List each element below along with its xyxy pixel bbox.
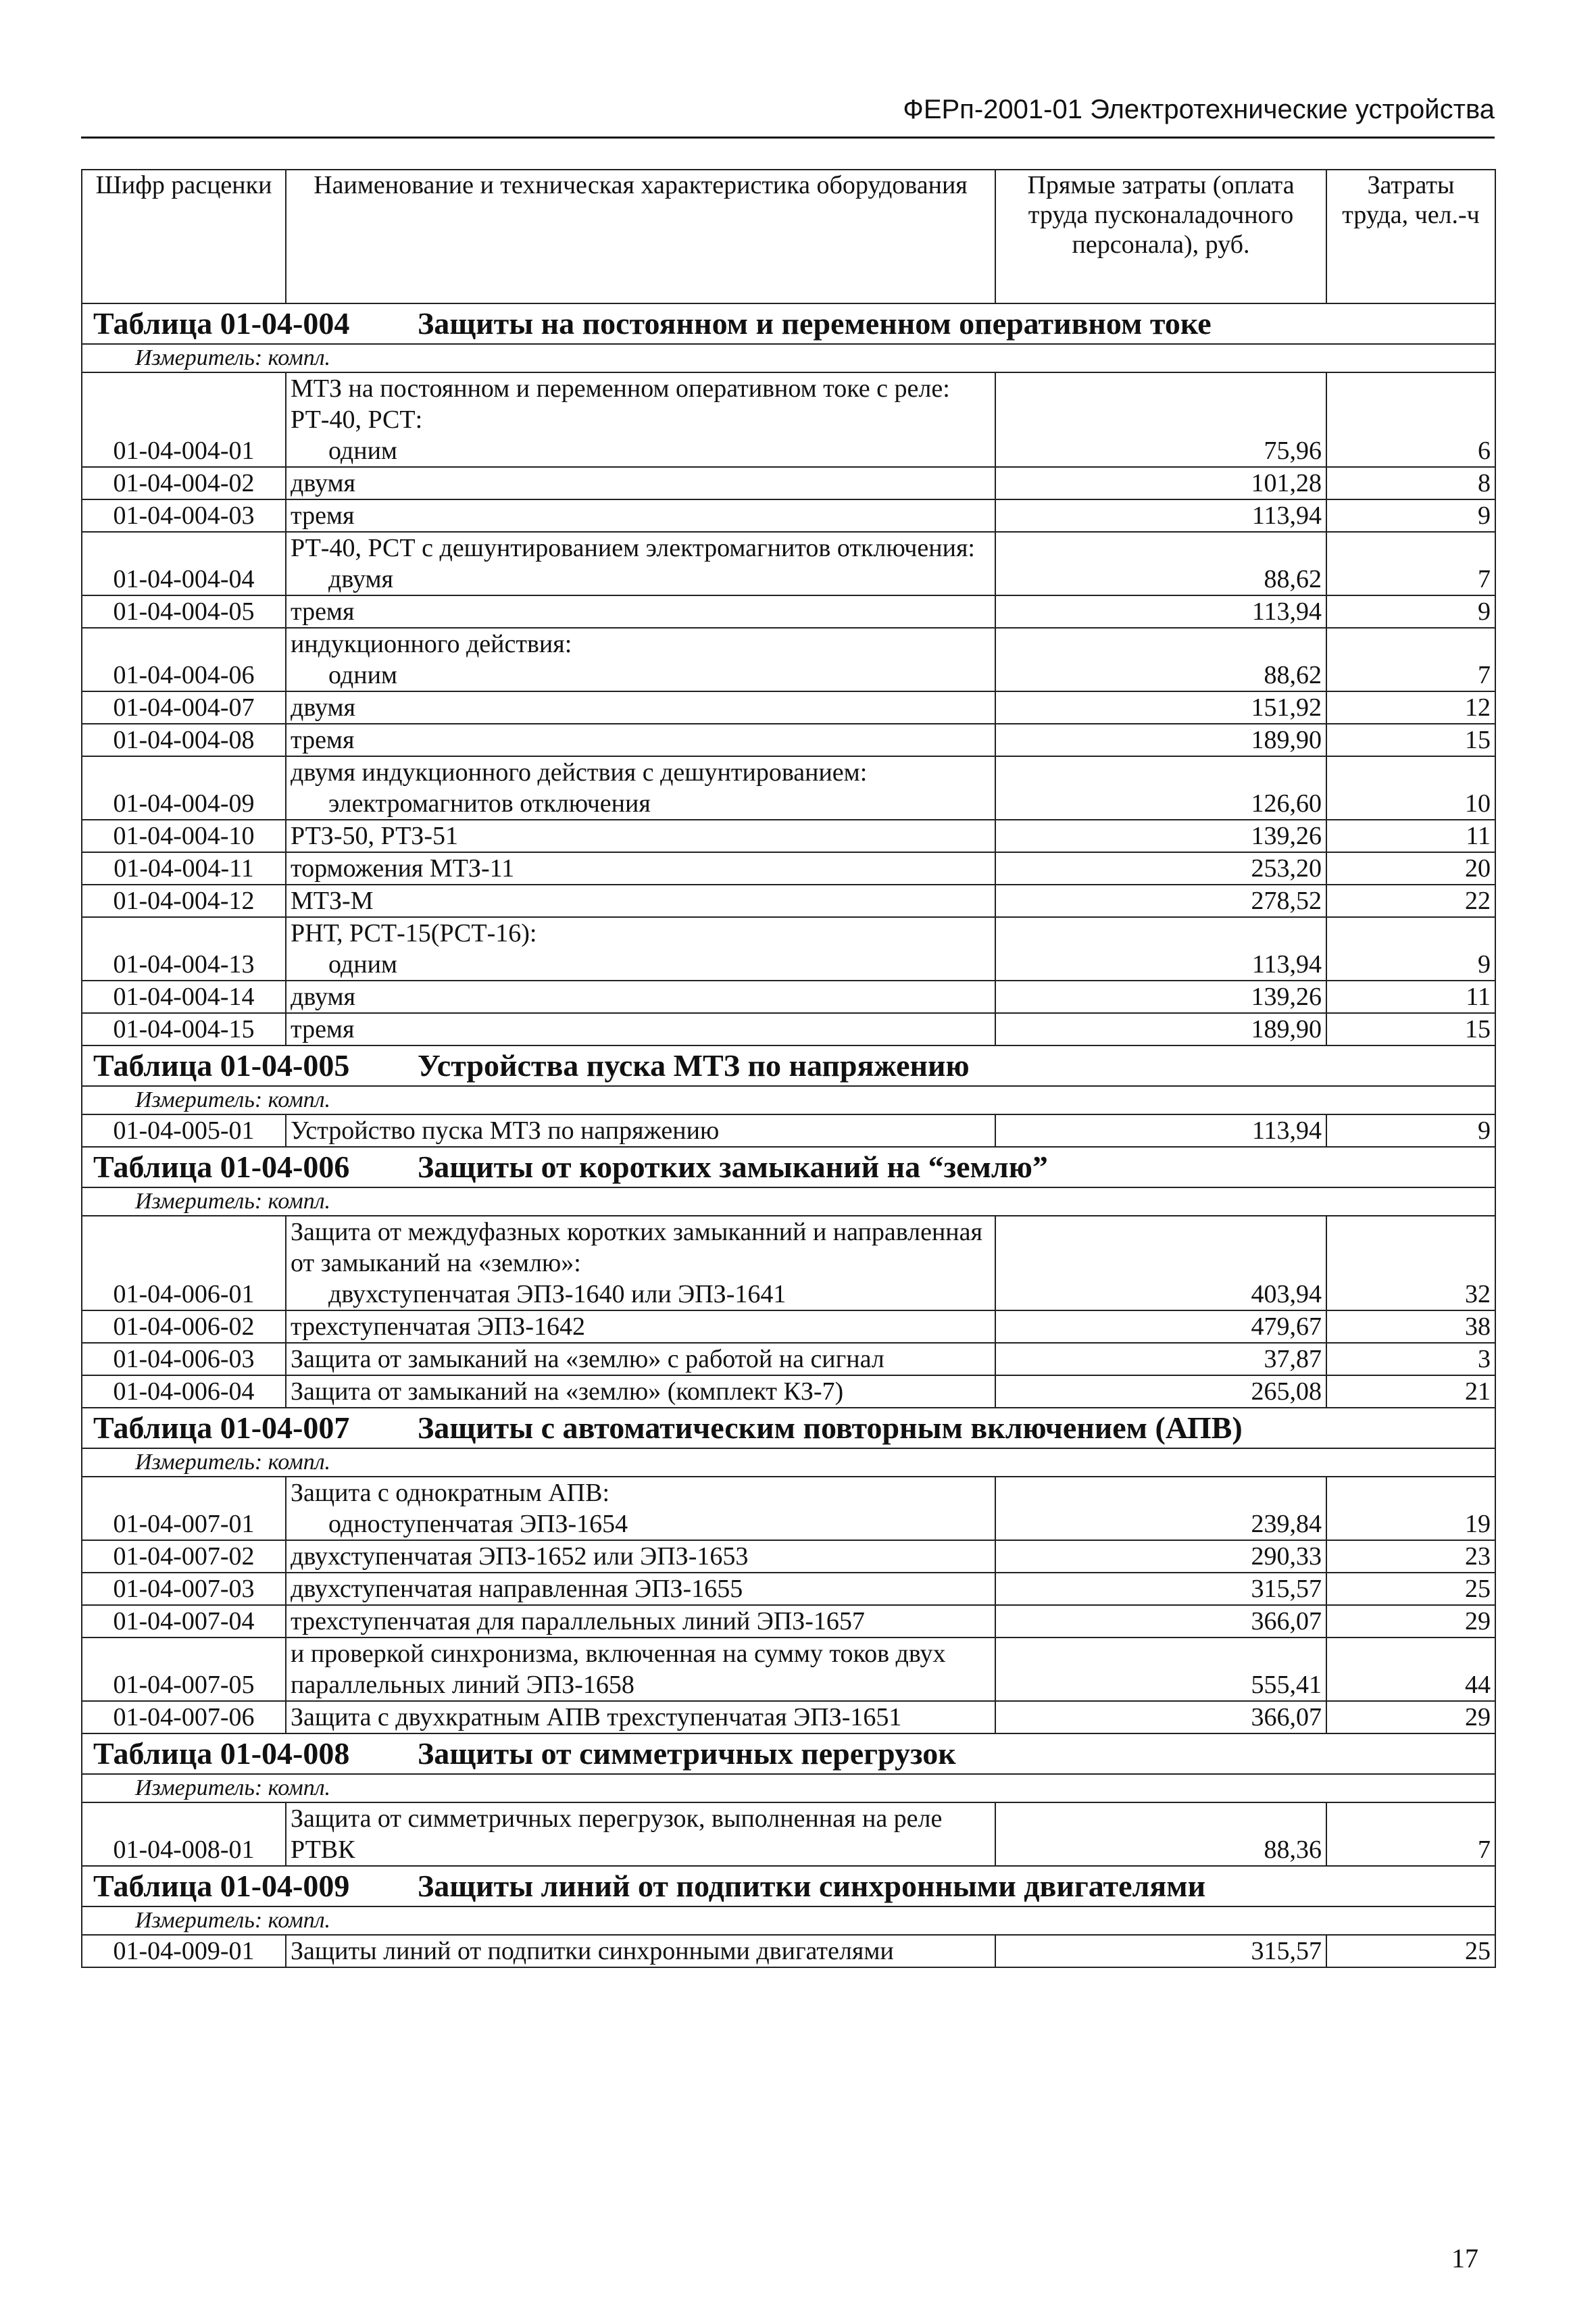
row-code: 01-04-004-06 — [82, 628, 286, 691]
row-group-label: РНТ, РСТ-15(РСТ-16): — [291, 919, 537, 947]
row-labor: 23 — [1326, 1540, 1495, 1573]
table-row — [82, 756, 1495, 820]
row-item-label: двумя — [291, 469, 356, 497]
row-name — [286, 1701, 995, 1733]
row-cost: 265,08 — [995, 1375, 1326, 1408]
row-labor: 3 — [1326, 1343, 1495, 1375]
row-name — [286, 628, 995, 691]
row-cost: 555,41 — [995, 1638, 1326, 1701]
row-code: 01-04-004-01 — [82, 372, 286, 467]
table-number: Таблица 01-04-006 — [93, 1150, 350, 1184]
row-code: 01-04-004-10 — [82, 820, 286, 852]
table-number: Таблица 01-04-009 — [93, 1869, 350, 1903]
table-heading: Защиты линий от подпитки синхронными двигателями — [418, 1869, 1206, 1903]
table-title-row — [82, 1408, 1495, 1448]
table-row — [82, 1540, 1495, 1573]
row-cost: 239,84 — [995, 1477, 1326, 1540]
row-labor: 9 — [1326, 499, 1495, 532]
row-cost: 278,52 — [995, 885, 1326, 917]
row-name — [286, 1343, 995, 1375]
running-header: ФЕРп-2001-01 Электротехнические устройства — [81, 89, 1495, 139]
row-code: 01-04-007-05 — [82, 1638, 286, 1701]
table-number: Таблица 01-04-008 — [93, 1736, 350, 1771]
table-row — [82, 595, 1495, 628]
row-labor: 7 — [1326, 1802, 1495, 1866]
row-code: 01-04-007-04 — [82, 1605, 286, 1638]
row-labor: 10 — [1326, 756, 1495, 820]
table-row — [82, 691, 1495, 724]
row-code: 01-04-005-01 — [82, 1114, 286, 1147]
row-name — [286, 1638, 995, 1701]
row-labor: 6 — [1326, 372, 1495, 467]
row-cost: 113,94 — [995, 499, 1326, 532]
row-cost: 126,60 — [995, 756, 1326, 820]
row-item-label: Защита с двухкратным АПВ трехступенчатая ЭПЗ-1651 — [291, 1703, 902, 1731]
unit-row — [82, 1774, 1495, 1802]
table-heading: Защиты от коротких замыканий на “землю” — [418, 1150, 1048, 1184]
table-row — [82, 467, 1495, 499]
table-number: Таблица 01-04-005 — [93, 1048, 350, 1083]
row-name — [286, 1802, 995, 1866]
row-item-label: трехступенчатая для параллельных линий ЭПЗ-1657 — [291, 1607, 865, 1635]
row-group-label: МТЗ на постоянном и переменном оперативном токе с реле: РТ-40, РСТ: — [291, 374, 950, 434]
row-name — [286, 1935, 995, 1967]
row-labor: 25 — [1326, 1935, 1495, 1967]
table-title — [82, 1866, 1495, 1906]
row-labor: 7 — [1326, 532, 1495, 595]
row-labor: 9 — [1326, 595, 1495, 628]
row-labor: 15 — [1326, 724, 1495, 756]
row-labor: 19 — [1326, 1477, 1495, 1540]
unit-row — [82, 1086, 1495, 1114]
row-labor: 15 — [1326, 1013, 1495, 1045]
page-number: 17 — [1451, 2243, 1478, 2273]
row-code: 01-04-004-03 — [82, 499, 286, 532]
row-item-label: тремя — [291, 501, 355, 530]
row-labor: 11 — [1326, 981, 1495, 1013]
table-row — [82, 981, 1495, 1013]
table-row — [82, 1477, 1495, 1540]
row-item-label: электромагнитов отключения — [328, 789, 651, 818]
row-name — [286, 756, 995, 820]
row-item-label: одноступенчатая ЭПЗ-1654 — [328, 1510, 628, 1538]
row-item-label: МТЗ-М — [291, 887, 374, 915]
table-row — [82, 1375, 1495, 1408]
row-cost: 315,57 — [995, 1935, 1326, 1967]
table-heading: Устройства пуска МТЗ по напряжению — [418, 1048, 970, 1083]
row-name — [286, 820, 995, 852]
unit-row — [82, 1906, 1495, 1935]
row-group-label: Защита с однократным АПВ: — [291, 1479, 610, 1507]
row-code: 01-04-007-01 — [82, 1477, 286, 1540]
row-name — [286, 499, 995, 532]
row-item-label: Защита от замыканий на «землю» (комплект КЗ-7) — [291, 1377, 844, 1406]
row-code: 01-04-004-08 — [82, 724, 286, 756]
row-item-label: тремя — [291, 597, 355, 626]
row-labor: 32 — [1326, 1216, 1495, 1310]
row-labor: 8 — [1326, 467, 1495, 499]
row-code: 01-04-008-01 — [82, 1802, 286, 1866]
row-labor: 22 — [1326, 885, 1495, 917]
row-code: 01-04-004-02 — [82, 467, 286, 499]
column-header-code: Шифр расценки — [82, 170, 286, 303]
column-header-row — [82, 170, 1495, 303]
row-code: 01-04-004-04 — [82, 532, 286, 595]
row-item-label: торможения МТЗ-11 — [291, 854, 515, 883]
table-row — [82, 852, 1495, 885]
table-row — [82, 885, 1495, 917]
row-cost: 290,33 — [995, 1540, 1326, 1573]
row-name — [286, 532, 995, 595]
row-name — [286, 1216, 995, 1310]
row-code: 01-04-004-11 — [82, 852, 286, 885]
row-labor: 20 — [1326, 852, 1495, 885]
table-title-row — [82, 1866, 1495, 1906]
table-row — [82, 532, 1495, 595]
row-name — [286, 917, 995, 981]
column-header-labor: Затраты труда, чел.-ч — [1326, 170, 1495, 303]
row-cost: 253,20 — [995, 852, 1326, 885]
row-name — [286, 1540, 995, 1573]
row-cost: 113,94 — [995, 917, 1326, 981]
table-row — [82, 917, 1495, 981]
row-code: 01-04-004-05 — [82, 595, 286, 628]
row-labor: 29 — [1326, 1701, 1495, 1733]
table-title-row — [82, 1045, 1495, 1086]
row-labor: 9 — [1326, 1114, 1495, 1147]
row-item-label: одним — [328, 437, 397, 465]
table-heading: Защиты от симметричных перегрузок — [418, 1736, 956, 1771]
row-cost: 366,07 — [995, 1701, 1326, 1733]
table-title — [82, 303, 1495, 344]
unit-label: Измеритель: компл. — [82, 1906, 1495, 1935]
row-name — [286, 1114, 995, 1147]
row-cost: 113,94 — [995, 595, 1326, 628]
row-labor: 12 — [1326, 691, 1495, 724]
row-cost: 315,57 — [995, 1573, 1326, 1605]
table-row — [82, 1114, 1495, 1147]
row-name — [286, 724, 995, 756]
row-name — [286, 1375, 995, 1408]
unit-label: Измеритель: компл. — [82, 344, 1495, 372]
row-cost: 88,62 — [995, 628, 1326, 691]
row-code: 01-04-006-04 — [82, 1375, 286, 1408]
table-row — [82, 1935, 1495, 1967]
row-item-label: тремя — [291, 1015, 355, 1043]
table-row — [82, 724, 1495, 756]
table-title — [82, 1045, 1495, 1086]
row-name — [286, 885, 995, 917]
row-code: 01-04-006-02 — [82, 1310, 286, 1343]
unit-label: Измеритель: компл. — [82, 1448, 1495, 1477]
row-code: 01-04-004-12 — [82, 885, 286, 917]
row-labor: 38 — [1326, 1310, 1495, 1343]
row-name — [286, 1477, 995, 1540]
row-item-label: двумя — [291, 983, 356, 1011]
row-name — [286, 981, 995, 1013]
row-cost: 189,90 — [995, 1013, 1326, 1045]
row-cost: 139,26 — [995, 981, 1326, 1013]
row-cost: 37,87 — [995, 1343, 1326, 1375]
table-number: Таблица 01-04-004 — [93, 306, 350, 341]
row-code: 01-04-006-01 — [82, 1216, 286, 1310]
row-cost: 113,94 — [995, 1114, 1326, 1147]
row-item-label: двумя — [291, 693, 356, 722]
table-row — [82, 1573, 1495, 1605]
row-code: 01-04-006-03 — [82, 1343, 286, 1375]
row-group-label: РТ-40, РСТ с дешунтированием электромагнитов отключения: — [291, 534, 975, 562]
row-name — [286, 372, 995, 467]
row-item-label: Защиты линий от подпитки синхронными двигателями — [291, 1937, 894, 1965]
row-cost: 101,28 — [995, 467, 1326, 499]
row-cost: 139,26 — [995, 820, 1326, 852]
price-table — [81, 169, 1496, 1968]
row-cost: 151,92 — [995, 691, 1326, 724]
table-row — [82, 1216, 1495, 1310]
table-row — [82, 1013, 1495, 1045]
row-name — [286, 595, 995, 628]
row-group-label: двумя индукционного действия с дешунтированием: — [291, 758, 868, 787]
table-title-row — [82, 1733, 1495, 1774]
table-title — [82, 1733, 1495, 1774]
row-name — [286, 691, 995, 724]
row-cost: 366,07 — [995, 1605, 1326, 1638]
row-labor: 25 — [1326, 1573, 1495, 1605]
row-cost: 479,67 — [995, 1310, 1326, 1343]
row-item-label: одним — [328, 661, 397, 689]
row-name — [286, 1573, 995, 1605]
row-group-label: Защита от междуфазных коротких замыканний и направленная от замыканий на «землю»: — [291, 1218, 982, 1277]
unit-row — [82, 1187, 1495, 1216]
row-labor: 29 — [1326, 1605, 1495, 1638]
row-labor: 21 — [1326, 1375, 1495, 1408]
row-labor: 11 — [1326, 820, 1495, 852]
row-cost: 88,62 — [995, 532, 1326, 595]
row-code: 01-04-004-09 — [82, 756, 286, 820]
row-code: 01-04-009-01 — [82, 1935, 286, 1967]
table-title — [82, 1408, 1495, 1448]
row-cost: 88,36 — [995, 1802, 1326, 1866]
row-name — [286, 852, 995, 885]
row-item-label: Устройство пуска МТЗ по напряжению — [291, 1116, 720, 1145]
table-number: Таблица 01-04-007 — [93, 1410, 350, 1445]
unit-row — [82, 344, 1495, 372]
table-row — [82, 372, 1495, 467]
table-row — [82, 1802, 1495, 1866]
row-item-label: трехступенчатая ЭПЗ-1642 — [291, 1312, 585, 1341]
table-title-row — [82, 1147, 1495, 1187]
row-cost: 189,90 — [995, 724, 1326, 756]
row-code: 01-04-007-03 — [82, 1573, 286, 1605]
row-name — [286, 1310, 995, 1343]
row-cost: 75,96 — [995, 372, 1326, 467]
row-name — [286, 1013, 995, 1045]
row-cost: 403,94 — [995, 1216, 1326, 1310]
row-name — [286, 467, 995, 499]
row-item-label: Защита от симметричных перегрузок, выполненная на реле РТВК — [291, 1804, 943, 1864]
row-item-label: двухступенчатая направленная ЭПЗ-1655 — [291, 1575, 743, 1603]
row-labor: 44 — [1326, 1638, 1495, 1701]
row-labor: 9 — [1326, 917, 1495, 981]
table-heading: Защиты с автоматическим повторным включением (АПВ) — [418, 1410, 1243, 1445]
unit-label: Измеритель: компл. — [82, 1774, 1495, 1802]
row-item-label: Защита от замыканий на «землю» с работой на сигнал — [291, 1345, 884, 1373]
row-code: 01-04-004-07 — [82, 691, 286, 724]
row-item-label: двумя — [328, 565, 394, 593]
unit-row — [82, 1448, 1495, 1477]
row-item-label: РТЗ-50, РТЗ-51 — [291, 822, 459, 850]
table-row — [82, 1310, 1495, 1343]
row-name — [286, 1605, 995, 1638]
table-row — [82, 1701, 1495, 1733]
row-item-label: одним — [328, 950, 397, 979]
table-row — [82, 628, 1495, 691]
row-group-label: индукционного действия: — [291, 630, 572, 658]
table-row — [82, 1605, 1495, 1638]
unit-label: Измеритель: компл. — [82, 1187, 1495, 1216]
row-item-label: и проверкой синхронизма, включенная на сумму токов двух параллельных линий ЭПЗ-1658 — [291, 1640, 946, 1699]
row-code: 01-04-004-15 — [82, 1013, 286, 1045]
row-item-label: двухступенчатая ЭПЗ-1640 или ЭПЗ-1641 — [328, 1280, 787, 1308]
row-code: 01-04-004-14 — [82, 981, 286, 1013]
row-code: 01-04-007-02 — [82, 1540, 286, 1573]
column-header-name: Наименование и техническая характеристика оборудования — [286, 170, 995, 303]
row-item-label: тремя — [291, 726, 355, 754]
table-title — [82, 1147, 1495, 1187]
row-labor: 7 — [1326, 628, 1495, 691]
table-row — [82, 1638, 1495, 1701]
row-code: 01-04-007-06 — [82, 1701, 286, 1733]
table-row — [82, 1343, 1495, 1375]
unit-label: Измеритель: компл. — [82, 1086, 1495, 1114]
row-code: 01-04-004-13 — [82, 917, 286, 981]
row-item-label: двухступенчатая ЭПЗ-1652 или ЭПЗ-1653 — [291, 1542, 749, 1571]
table-row — [82, 499, 1495, 532]
table-title-row — [82, 303, 1495, 344]
table-heading: Защиты на постоянном и переменном оперативном токе — [418, 306, 1212, 341]
column-header-cost: Прямые затраты (оплата труда пусконаладочного персонала), руб. — [995, 170, 1326, 303]
table-row — [82, 820, 1495, 852]
